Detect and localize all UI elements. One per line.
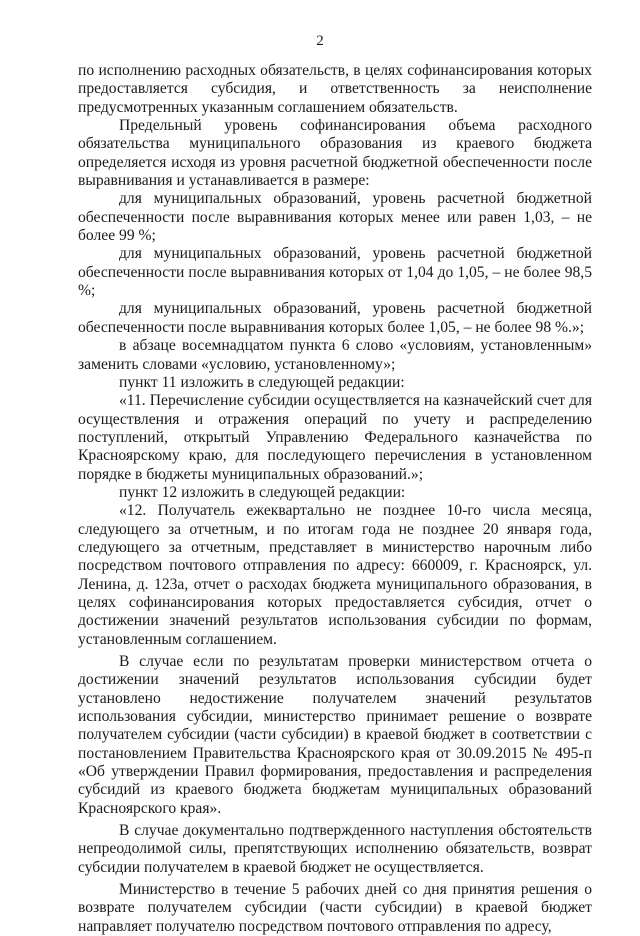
paragraph-ministry-notice: Министерство в течение 5 рабочих дней со дня принятия решения о возврате получателем субсидии (части субсидии) в краевой бюджет направляет получателю посредством почтового отправления по адресу, xyxy=(78,881,592,935)
paragraph-cofinancing-level: Предельный уровень софинансирования объема расходного обязательства муниципального образования из краевого бюджета определяется исходя из уровня расчетной бюджетной обеспеченности после выравнивания и устанавливается в размере: xyxy=(78,117,592,190)
paragraph-clause-11-text: «11. Перечисление субсидии осуществляется на казначейский счет для осуществления и отражения операций по учету и распределению поступлений, открытый Управлению Федерального казначейства по Красноярскому краю, для последующего перечисления в установленном порядке в бюджеты муниципальных образований.»; xyxy=(78,392,592,483)
paragraph-force-majeure: В случае документально подтвержденного наступления обстоятельств непреодолимой силы, препятствующих исполнению обязательств, возврат субсидии получателем в краевой бюджет не осуществляется. xyxy=(78,822,592,876)
paragraph-obligations: по исполнению расходных обязательств, в целях софинансирования которых предоставляется субсидия, и ответственность за неисполнение предусмотренных указанным соглашением обязательств. xyxy=(78,62,592,116)
document-body xyxy=(78,62,592,936)
paragraph-clause-6-amendment: в абзаце восемнадцатом пункта 6 слово «условиям, установленным» заменить словами «условию, установленному»; xyxy=(78,337,592,373)
paragraph-clause-12-text: «12. Получатель ежеквартально не позднее 10-го числа месяца, следующего за отчетным, и по итогам года не позднее 20 января года, следующего за отчетным, представляет в министерство нарочным либо посредством почтового отправления по адресу: 660009, г. Красноярск, ул. Ленина, д. 123а, отчет о расходах бюджета муниципального образования, в целях софинансирования которых предоставляется субсидия, отчет о достижении значений результатов использования субсидии по формам, установленным соглашением. xyxy=(78,502,592,648)
paragraph-level-98: для муниципальных образований, уровень расчетной бюджетной обеспеченности после выравнивания которых более 1,05, – не более 98 %.»; xyxy=(78,300,592,336)
paragraph-level-98-5: для муниципальных образований, уровень расчетной бюджетной обеспеченности после выравнивания которых от 1,04 до 1,05, – не более 98,5 %; xyxy=(78,245,592,300)
page-number: 2 xyxy=(316,33,324,49)
paragraph-clause-11-intro: пункт 11 изложить в следующей редакции: xyxy=(119,373,405,391)
paragraph-verification: В случае если по результатам проверки министерством отчета о достижении значений результатов использования субсидии будет установлено недостижение получателем значений результатов использования субсидии, министерство принимает решение о возврате получателем субсидии (части субсидии) в краевой бюджет в соответствии с постановлением Правительства Красноярского края от 30.09.2015 № 495-п «Об утверждении Правил формирования, предоставления и распределения субсидий из краевого бюджета бюджетам муниципальных образований Красноярского края». xyxy=(78,653,592,817)
paragraph-clause-12-intro: пункт 12 изложить в следующей редакции: xyxy=(119,483,406,501)
paragraph-level-99: для муниципальных образований, уровень расчетной бюджетной обеспеченности после выравнивания которых менее или равен 1,03, – не более 99 %; xyxy=(78,190,592,245)
